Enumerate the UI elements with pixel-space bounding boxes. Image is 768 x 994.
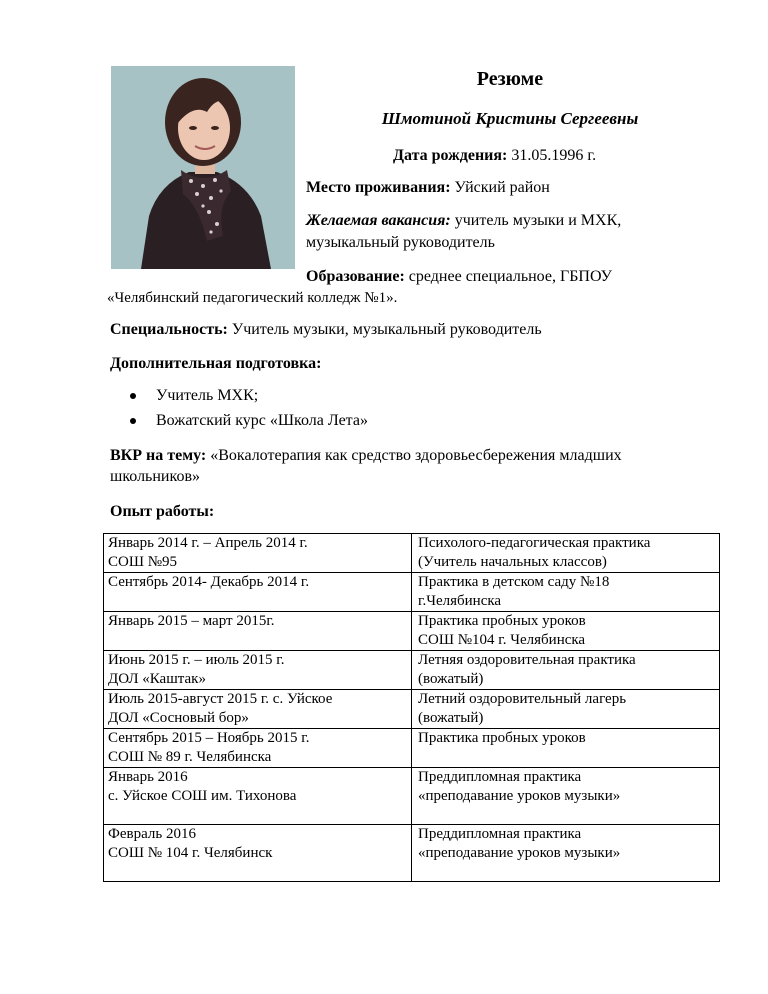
residence-line — [306, 178, 550, 198]
table-row — [104, 690, 720, 729]
description-text: «преподавание уроков музыки» — [418, 788, 621, 804]
description-text: Практика пробных уроков — [418, 613, 586, 629]
experience-label: Опыт работы: — [110, 503, 215, 520]
period-text: Сентябрь 2015 – Ноябрь 2015 г. — [108, 730, 310, 746]
education-line — [306, 267, 612, 287]
period-text: Январь 2016 — [108, 769, 188, 785]
table-row — [104, 729, 720, 768]
birth-date-label: Дата рождения: — [393, 147, 508, 164]
specialty-label: Специальность: — [110, 321, 228, 338]
description-text: (вожатый) — [418, 671, 484, 687]
description-cell — [412, 651, 720, 690]
table-row — [104, 573, 720, 612]
page-title: Резюме — [476, 68, 544, 90]
period-cell — [104, 573, 412, 612]
period-cell — [104, 534, 412, 573]
education-value: среднее специальное, ГБПОУ — [404, 268, 612, 285]
table-row — [104, 825, 720, 882]
experience-heading — [110, 502, 214, 522]
specialty-line — [110, 320, 542, 340]
thesis-line — [110, 446, 622, 466]
description-cell — [412, 768, 720, 825]
period-cell — [104, 729, 412, 768]
extra-training-label: Дополнительная подготовка: — [110, 355, 322, 372]
portrait-photo — [111, 66, 295, 269]
vacancy-label: Желаемая вакансия: — [306, 212, 451, 229]
table-row — [104, 534, 720, 573]
period-text: Июль 2015-август 2015 г. с. Уйское — [108, 691, 333, 707]
education-line-2: «Челябинский педагогический колледж №1». — [107, 290, 398, 306]
period-cell — [104, 768, 412, 825]
experience-table — [103, 533, 720, 882]
vacancy-line — [306, 211, 621, 231]
table-row — [104, 612, 720, 651]
description-cell — [412, 573, 720, 612]
period-text: Январь 2014 г. – Апрель 2014 г. — [108, 535, 308, 551]
description-text: Летняя оздоровительная практика — [418, 652, 636, 668]
residence-value: Уйский район — [450, 179, 550, 196]
thesis-line-2: школьников» — [110, 468, 200, 485]
description-text: г.Челябинска — [418, 593, 502, 609]
period-text: Январь 2015 – март 2015г. — [108, 613, 275, 629]
thesis-label: ВКР на тему: — [110, 447, 207, 464]
period-text: СОШ №95 — [108, 554, 178, 570]
description-cell — [412, 534, 720, 573]
thesis-value: «Вокалотерапия как средство здоровьесбережения младших — [206, 447, 622, 464]
period-text: СОШ № 104 г. Челябинск — [108, 845, 273, 861]
period-text: Сентябрь 2014- Декабрь 2014 г. — [108, 574, 310, 590]
description-text: Практика пробных уроков — [418, 730, 586, 746]
description-text: Психолого-педагогическая практика — [418, 535, 651, 551]
period-text: ДОЛ «Сосновый бор» — [108, 710, 249, 726]
description-text: (вожатый) — [418, 710, 484, 726]
description-cell — [412, 612, 720, 651]
description-cell — [412, 690, 720, 729]
residence-label: Место проживания: — [306, 179, 451, 196]
period-text: с. Уйское СОШ им. Тихонова — [108, 788, 297, 804]
description-text: СОШ №104 г. Челябинска — [418, 632, 586, 648]
table-row — [104, 651, 720, 690]
vacancy-line-2: музыкальный руководитель — [306, 234, 495, 251]
birth-date-value: 31.05.1996 г. — [507, 147, 597, 164]
specialty-value: Учитель музыки, музыкальный руководитель — [227, 321, 542, 338]
extra-training-list — [130, 386, 368, 436]
description-text: «преподавание уроков музыки» — [418, 845, 621, 861]
period-text: ДОЛ «Каштак» — [108, 671, 206, 687]
list-item: Вожатский курс «Школа Лета» — [130, 411, 368, 436]
description-text: Летний оздоровительный лагерь — [418, 691, 627, 707]
description-cell — [412, 729, 720, 768]
period-cell — [104, 612, 412, 651]
education-label: Образование: — [306, 268, 405, 285]
description-text: Преддипломная практика — [418, 826, 582, 842]
period-cell — [104, 690, 412, 729]
list-item: Учитель МХК; — [130, 386, 368, 411]
period-cell — [104, 651, 412, 690]
description-text: (Учитель начальных классов) — [418, 554, 607, 570]
extra-training-heading — [110, 354, 321, 374]
table-row — [104, 768, 720, 825]
birth-date-line — [393, 146, 596, 166]
period-cell — [104, 825, 412, 882]
description-text: Практика в детском саду №18 — [418, 574, 610, 590]
vacancy-value: учитель музыки и МХК, — [450, 212, 622, 229]
period-text: СОШ № 89 г. Челябинска — [108, 749, 272, 765]
description-cell — [412, 825, 720, 882]
description-text: Преддипломная практика — [418, 769, 582, 785]
period-text: Июнь 2015 г. – июль 2015 г. — [108, 652, 285, 668]
period-text: Февраль 2016 — [108, 826, 196, 842]
full-name: Шмотиной Кристины Сергеевны — [381, 109, 639, 128]
